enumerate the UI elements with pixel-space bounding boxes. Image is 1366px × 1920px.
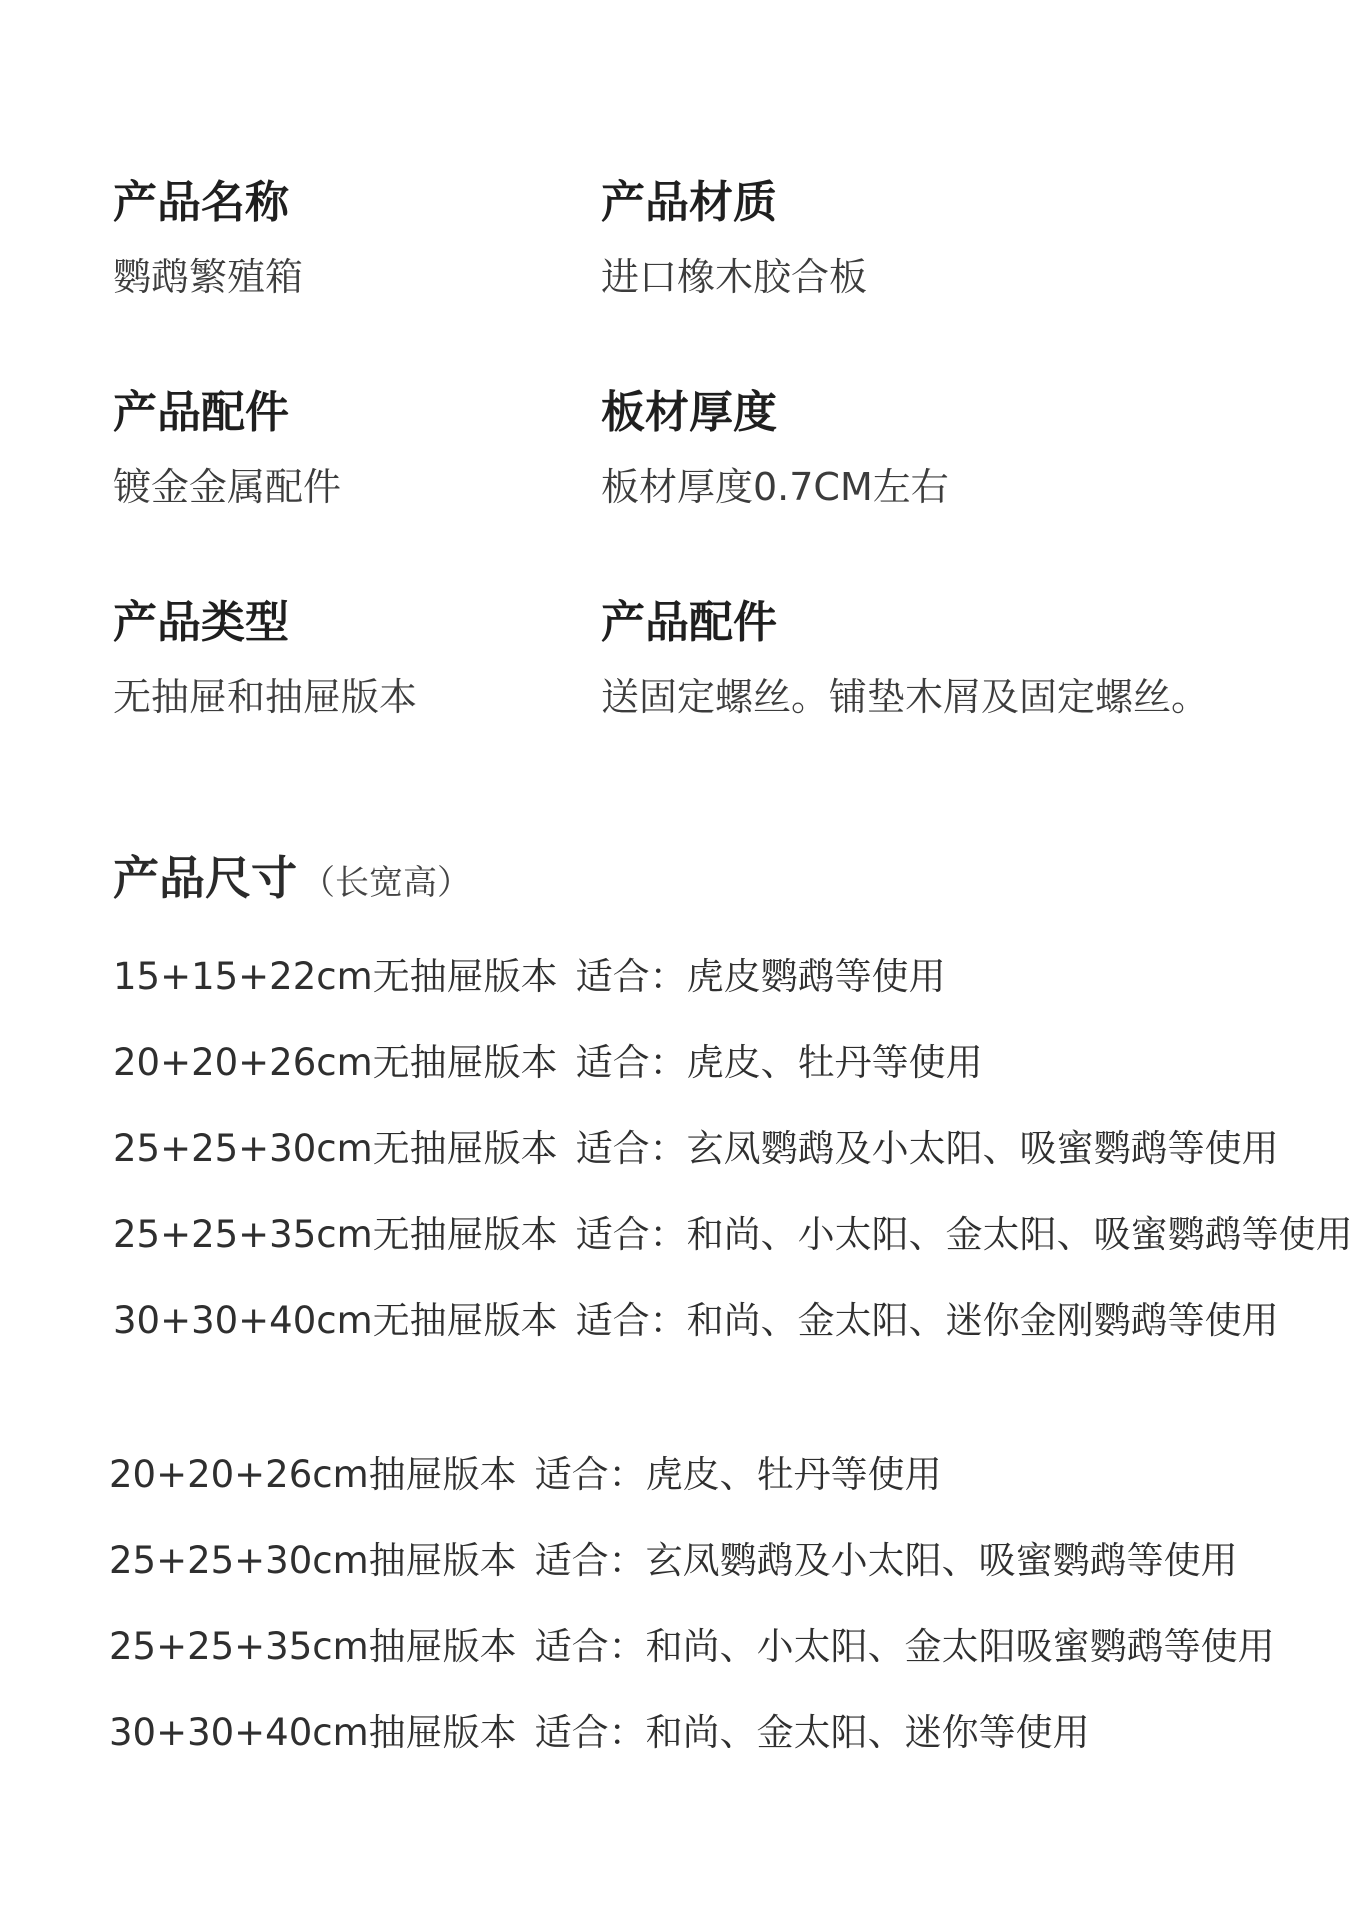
size-item bbox=[109, 1706, 1275, 1792]
spec-label: 板材厚度 bbox=[601, 387, 777, 438]
spec-row bbox=[113, 595, 1313, 805]
fit-text: 虎皮鹦鹉等使用 bbox=[686, 955, 946, 998]
spec-label: 产品类型 bbox=[113, 597, 289, 648]
fit-label: 适合： bbox=[534, 1625, 646, 1668]
size-item bbox=[109, 1534, 1275, 1620]
fit-text: 虎皮、牡丹等使用 bbox=[686, 1041, 983, 1084]
fit-label: 适合： bbox=[534, 1453, 646, 1496]
spec-product-type bbox=[113, 595, 601, 805]
spec-accessories bbox=[113, 385, 601, 595]
size-subtitle: （长宽高） bbox=[301, 863, 471, 903]
size-dims: 20+20+26cm抽屉版本 bbox=[109, 1453, 517, 1496]
spec-value: 镀金金属配件 bbox=[113, 465, 342, 509]
spec-value: 无抽屉和抽屉版本 bbox=[113, 675, 418, 719]
size-item bbox=[113, 1294, 1353, 1380]
fit-label: 适合： bbox=[575, 1127, 687, 1170]
size-item bbox=[109, 1448, 1275, 1534]
size-list-no-drawer bbox=[113, 950, 1353, 1380]
spec-label: 产品名称 bbox=[113, 177, 289, 228]
fit-label: 适合： bbox=[534, 1539, 646, 1582]
size-item bbox=[109, 1620, 1275, 1706]
spec-label: 产品配件 bbox=[601, 597, 777, 648]
size-dims: 25+25+30cm抽屉版本 bbox=[109, 1539, 517, 1582]
size-dims: 25+25+35cm无抽屉版本 bbox=[113, 1213, 558, 1256]
spec-value: 进口橡木胶合板 bbox=[601, 255, 868, 299]
size-list-drawer bbox=[109, 1448, 1275, 1792]
fit-label: 适合： bbox=[575, 955, 687, 998]
fit-text: 和尚、金太阳、迷你等使用 bbox=[645, 1711, 1090, 1754]
fit-text: 和尚、金太阳、迷你金刚鹦鹉等使用 bbox=[686, 1299, 1279, 1342]
fit-label: 适合： bbox=[534, 1711, 646, 1754]
fit-label: 适合： bbox=[575, 1299, 687, 1342]
size-item bbox=[113, 1036, 1353, 1122]
size-item bbox=[113, 950, 1353, 1036]
size-heading bbox=[113, 842, 471, 908]
fit-text: 玄凤鹦鹉及小太阳、吸蜜鹦鹉等使用 bbox=[686, 1127, 1279, 1170]
fit-text: 玄凤鹦鹉及小太阳、吸蜜鹦鹉等使用 bbox=[645, 1539, 1238, 1582]
spec-product-name bbox=[113, 175, 601, 385]
size-item bbox=[113, 1208, 1353, 1294]
size-item bbox=[113, 1122, 1353, 1208]
size-dims: 25+25+35cm抽屉版本 bbox=[109, 1625, 517, 1668]
fit-label: 适合： bbox=[575, 1213, 687, 1256]
fit-text: 虎皮、牡丹等使用 bbox=[645, 1453, 942, 1496]
spec-label: 产品材质 bbox=[601, 177, 777, 228]
spec-grid bbox=[113, 175, 1313, 805]
spec-row bbox=[113, 175, 1313, 385]
spec-value: 送固定螺丝。铺垫木屑及固定螺丝。 bbox=[601, 675, 1210, 719]
fit-text: 和尚、小太阳、金太阳吸蜜鹦鹉等使用 bbox=[645, 1625, 1275, 1668]
size-dims: 25+25+30cm无抽屉版本 bbox=[113, 1127, 558, 1170]
spec-row bbox=[113, 385, 1313, 595]
size-dims: 20+20+26cm无抽屉版本 bbox=[113, 1041, 558, 1084]
size-dims: 15+15+22cm无抽屉版本 bbox=[113, 955, 558, 998]
size-dims: 30+30+40cm无抽屉版本 bbox=[113, 1299, 558, 1342]
fit-text: 和尚、小太阳、金太阳、吸蜜鹦鹉等使用 bbox=[686, 1213, 1353, 1256]
spec-label: 产品配件 bbox=[113, 387, 289, 438]
spec-included-parts bbox=[601, 595, 1210, 805]
spec-board-thickness bbox=[601, 385, 1089, 595]
spec-value: 鹦鹉繁殖箱 bbox=[113, 255, 304, 299]
spec-value: 板材厚度0.7CM左右 bbox=[601, 465, 949, 509]
size-title: 产品尺寸 bbox=[113, 851, 297, 905]
spec-material bbox=[601, 175, 1089, 385]
size-dims: 30+30+40cm抽屉版本 bbox=[109, 1711, 517, 1754]
fit-label: 适合： bbox=[575, 1041, 687, 1084]
